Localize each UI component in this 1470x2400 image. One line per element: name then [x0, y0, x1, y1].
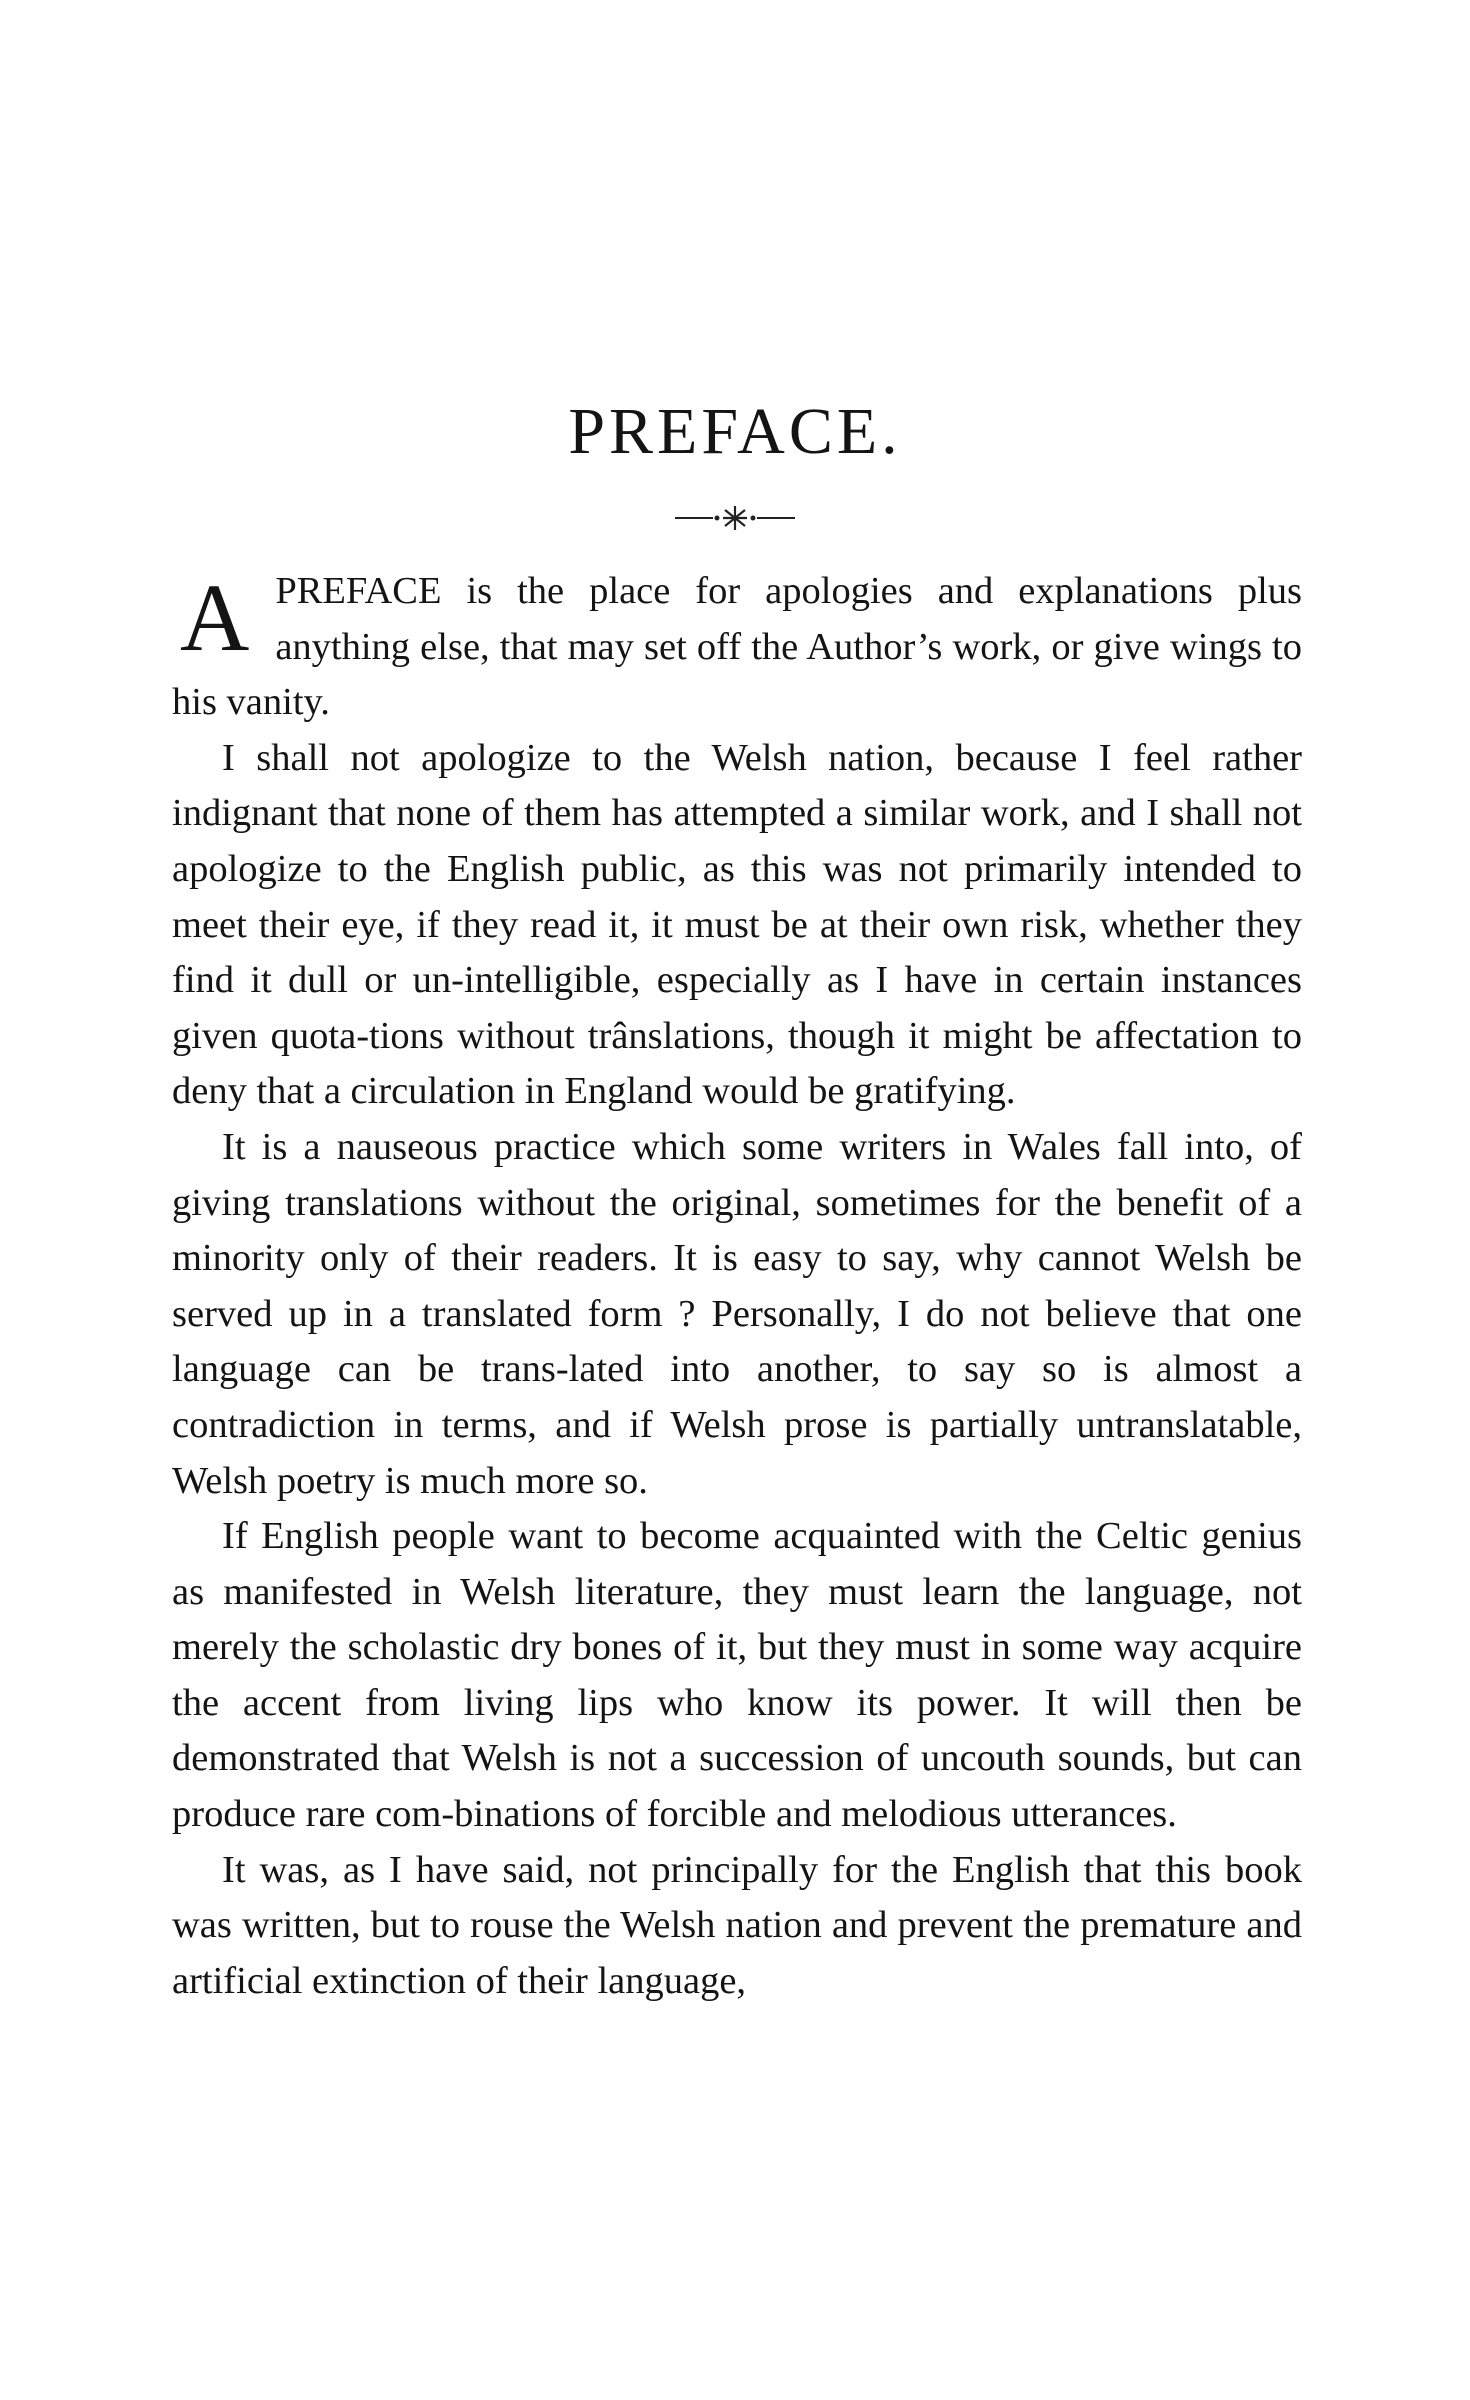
drop-cap: A — [180, 564, 250, 671]
paragraph-1-text: PREFACE is the place for apologies and explanations plus anything else, that may set off the Author’s work, or give wings to his vanity. — [172, 570, 1302, 724]
page-title: PREFACE. — [568, 395, 902, 468]
paragraph-5: It was, as I have said, not principally for the English that this book was written, but to rouse the Welsh nation and prevent the premature and artificial extinction of their language, — [172, 1848, 1302, 2002]
paragraph-3: It is a nauseous practice which some writers in Wales fall into, of giving translations without the original, sometimes for the benefit of a minority only of their readers. It is easy to say, why cannot Welsh be served up in a translated form ? Personally, I do not believe that one language can be trans-lated into another, to say so is almost a contradiction in terms, and if Welsh prose is partially untranslatable, Welsh poetry is much more so. — [172, 1125, 1302, 1502]
paragraph-2: I shall not apologize to the Welsh nation, because I feel rather indignant that none of them has attempted a similar work, and I shall not apologize to the English public, as this was not primarily intended to meet their eye, if they read it, it must be at their own risk, whether they find it dull or un-intelligible, especially as I have in certain instances given quota-tions without trânslations, though it might be affectation to deny that a circulation in England would be gratifying. — [172, 736, 1302, 1113]
paragraph-1 — [172, 564, 1302, 731]
divider-ornament-icon — [675, 500, 795, 536]
paragraph-4: If English people want to become acquainted with the Celtic genius as manifested in Welsh literature, they must learn the language, not merely the scholastic dry bones of it, but they must in some way acquire the accent from living lips who know its power. It will then be demonstrated that Welsh is not a succession of uncouth sounds, but can produce rare com-binations of forcible and melodious utterances. — [172, 1515, 1302, 1836]
body-text — [172, 564, 1302, 2009]
